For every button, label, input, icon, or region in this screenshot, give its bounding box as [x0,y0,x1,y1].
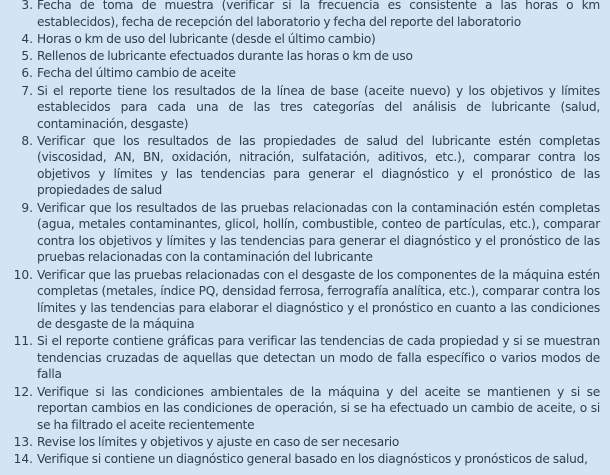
list-item [0,83,600,133]
item-text: Rellenos de lubricante efectuados durante las horas o km de uso [37,49,413,64]
item-text: Si el reporte tiene los resultados de la línea de base (aceite nuevo) y los objetivos y límites establecidos para cada una de las tres categorías del análisis de lubricante (salud, contaminación, desgaste) [37,83,600,131]
item-number: 14. [13,452,33,467]
item-text: Fecha del último cambio de aceite [37,66,236,81]
item-text: Verifique si contiene un diagnóstico general basado en los diagnósticos y pronósticos de salud, [37,452,588,467]
item-number: 9. [21,200,33,215]
item-text: Verificar que los resultados de las propiedades de salud del lubricante estén completas (viscosidad, AN, BN, oxidación, nitración, sulfatación, aditivos, etc.), comparar contra los objetivos y límites y las tendencias para generar el diagnóstico y el pronóstico de las propiedades de salud [37,133,600,198]
item-text: Verificar que los resultados de las pruebas relacionadas con la contaminación estén completas (agua, metales contaminantes, glicol, hollín, combustible, conteo de partículas, etc.), comparar contra los objetivos y límites y las tendencias para generar el diagnóstico y el pronóstico de las pruebas relacionadas con la contaminación del lubricante [37,200,600,265]
item-text: Revise los límites y objetivos y ajuste en caso de ser necesario [37,434,400,449]
list-item [0,384,600,434]
list-item [0,65,600,82]
item-number: 4. [21,31,33,46]
item-number: 6. [21,66,33,81]
item-number: 8. [21,133,33,148]
item-number: 3. [21,0,33,12]
item-number: 5. [21,49,33,64]
item-number: 10. [13,267,33,282]
item-number: 13. [13,434,33,449]
item-text: Fecha de toma de muestra (verificar si la frecuencia es consistente a las horas o km establecidos), fecha de recepción del laboratorio y fecha del reporte del laboratorio [37,0,600,29]
item-number: 12. [13,384,33,399]
list-item [0,451,600,468]
list-item [0,200,600,266]
item-text: Verifique si las condiciones ambientales de la máquina y del aceite se mantienen y si se reportan cambios en las condiciones de operación, si se ha efectuado un cambio de aceite, o si se ha filtrado el aceite recientemente [37,384,600,432]
list-item [0,0,600,30]
list-item [0,333,600,383]
list-item [0,48,600,65]
list-item [0,31,600,48]
item-number: 7. [21,83,33,98]
list-item [0,434,600,451]
list-item [0,267,600,333]
list-item [0,133,600,199]
item-number: 11. [13,334,33,349]
item-text: Si el reporte contiene gráficas para verificar las tendencias de cada propiedad y si se muestran tendencias cruzadas de aquellas que detectan un modo de falla específico o varios modos de falla [37,334,600,382]
item-text: Verificar que las pruebas relacionadas con el desgaste de los componentes de la máquina estén completas (metales, índice PQ, densidad ferrosa, ferrografía analítica, etc.), comparar contra los límites y las tendencias para elaborar el diagnóstico y el pronóstico en cuanto a las condiciones de desgaste de la máquina [37,267,600,332]
item-text: Horas o km de uso del lubricante (desde el último cambio) [37,31,376,46]
